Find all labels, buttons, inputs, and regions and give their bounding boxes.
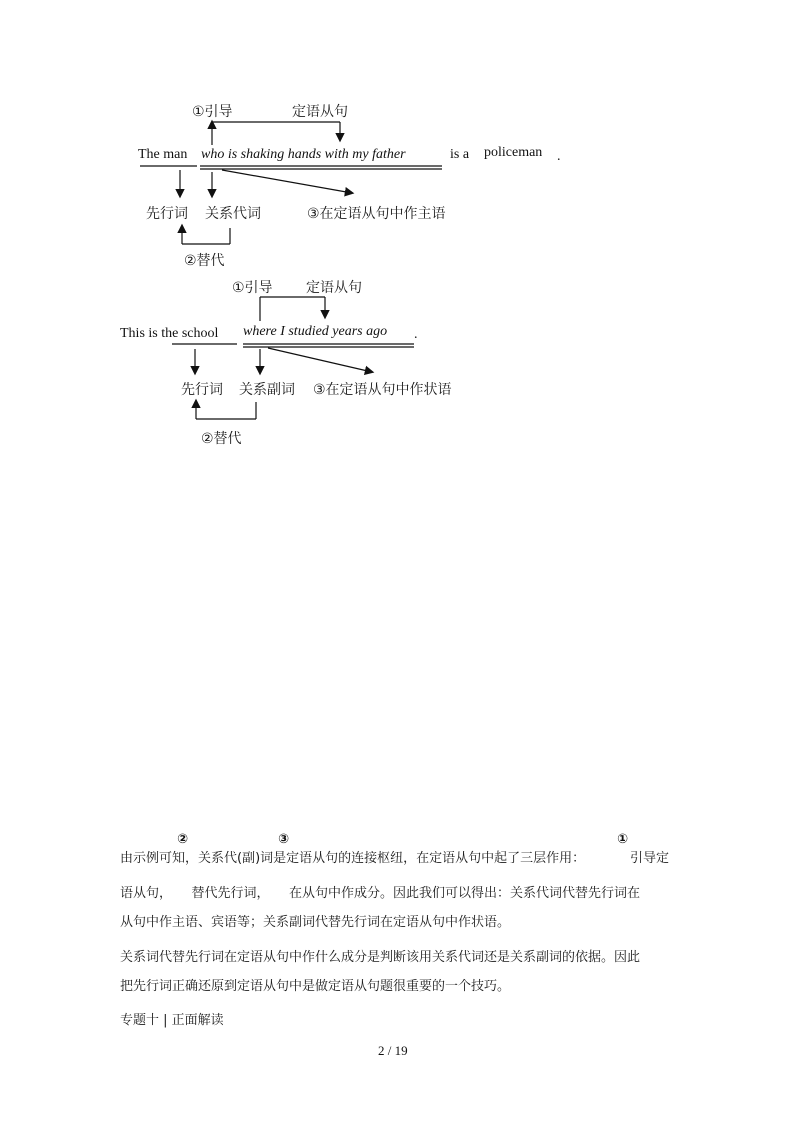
marker-3: ③ xyxy=(278,832,290,847)
d2-antecedent-label: 先行词 xyxy=(181,382,223,398)
marker-1: ① xyxy=(617,832,629,847)
paragraph-line-5: 把先行词正确还原到定语从句中是做定语从句题很重要的一个技巧。 xyxy=(120,979,511,994)
paragraph-line-2: 语从句， 替代先行词， 在从句中作成分。因此我们可以得出：关系代词代替先行词在 xyxy=(120,886,641,901)
marker-2: ② xyxy=(177,832,189,847)
diagram2-lines xyxy=(172,297,414,419)
d1-attr-clause-label: 定语从句 xyxy=(292,104,348,120)
d1-policeman: policeman xyxy=(484,145,543,160)
d1-is-a: is a xyxy=(450,147,470,162)
d1-the-man: The man xyxy=(138,147,188,162)
d2-clause: where I studied years ago xyxy=(243,324,388,339)
d1-replace-label: ②替代 xyxy=(184,253,225,269)
d2-replace-label: ②替代 xyxy=(201,431,242,447)
page-number: 2 / 19 xyxy=(378,1043,408,1058)
d1-antecedent-label: 先行词 xyxy=(146,206,188,222)
d2-period: . xyxy=(414,327,418,342)
section-heading: 专题十 | 正面解读 xyxy=(120,1013,224,1028)
d1-role-label: ③在定语从句中作主语 xyxy=(307,206,446,222)
d1-clause: who is shaking hands with my father xyxy=(201,147,406,162)
d2-rel-adverb-label: 关系副词 xyxy=(239,382,295,398)
paragraph-line-1: 由示例可知，关系代(副)词是定语从句的连接枢纽，在定语从句中起了三层作用： xyxy=(120,851,586,866)
d1-rel-pronoun-label: 关系代词 xyxy=(205,206,261,222)
paragraph-line-4: 关系词代替先行词在定语从句中作什么成分是判断该用关系代词还是关系副词的依据。因此 xyxy=(120,950,641,965)
paragraph-line-3: 从句中作主语、宾语等；关系副词代替先行词在定语从句中作状语。 xyxy=(120,915,511,930)
d2-guide-label: ①引导 xyxy=(232,280,273,296)
d2-attr-clause-label: 定语从句 xyxy=(306,280,362,296)
diagram1-lines xyxy=(140,122,442,244)
d1-guide-label: ①引导 xyxy=(192,104,233,120)
d2-role-label: ③在定语从句中作状语 xyxy=(313,382,452,398)
d1-period: . xyxy=(557,149,561,164)
d2-this-is: This is the school xyxy=(120,326,219,341)
paragraph-line-1-end: 引导定 xyxy=(630,851,670,866)
